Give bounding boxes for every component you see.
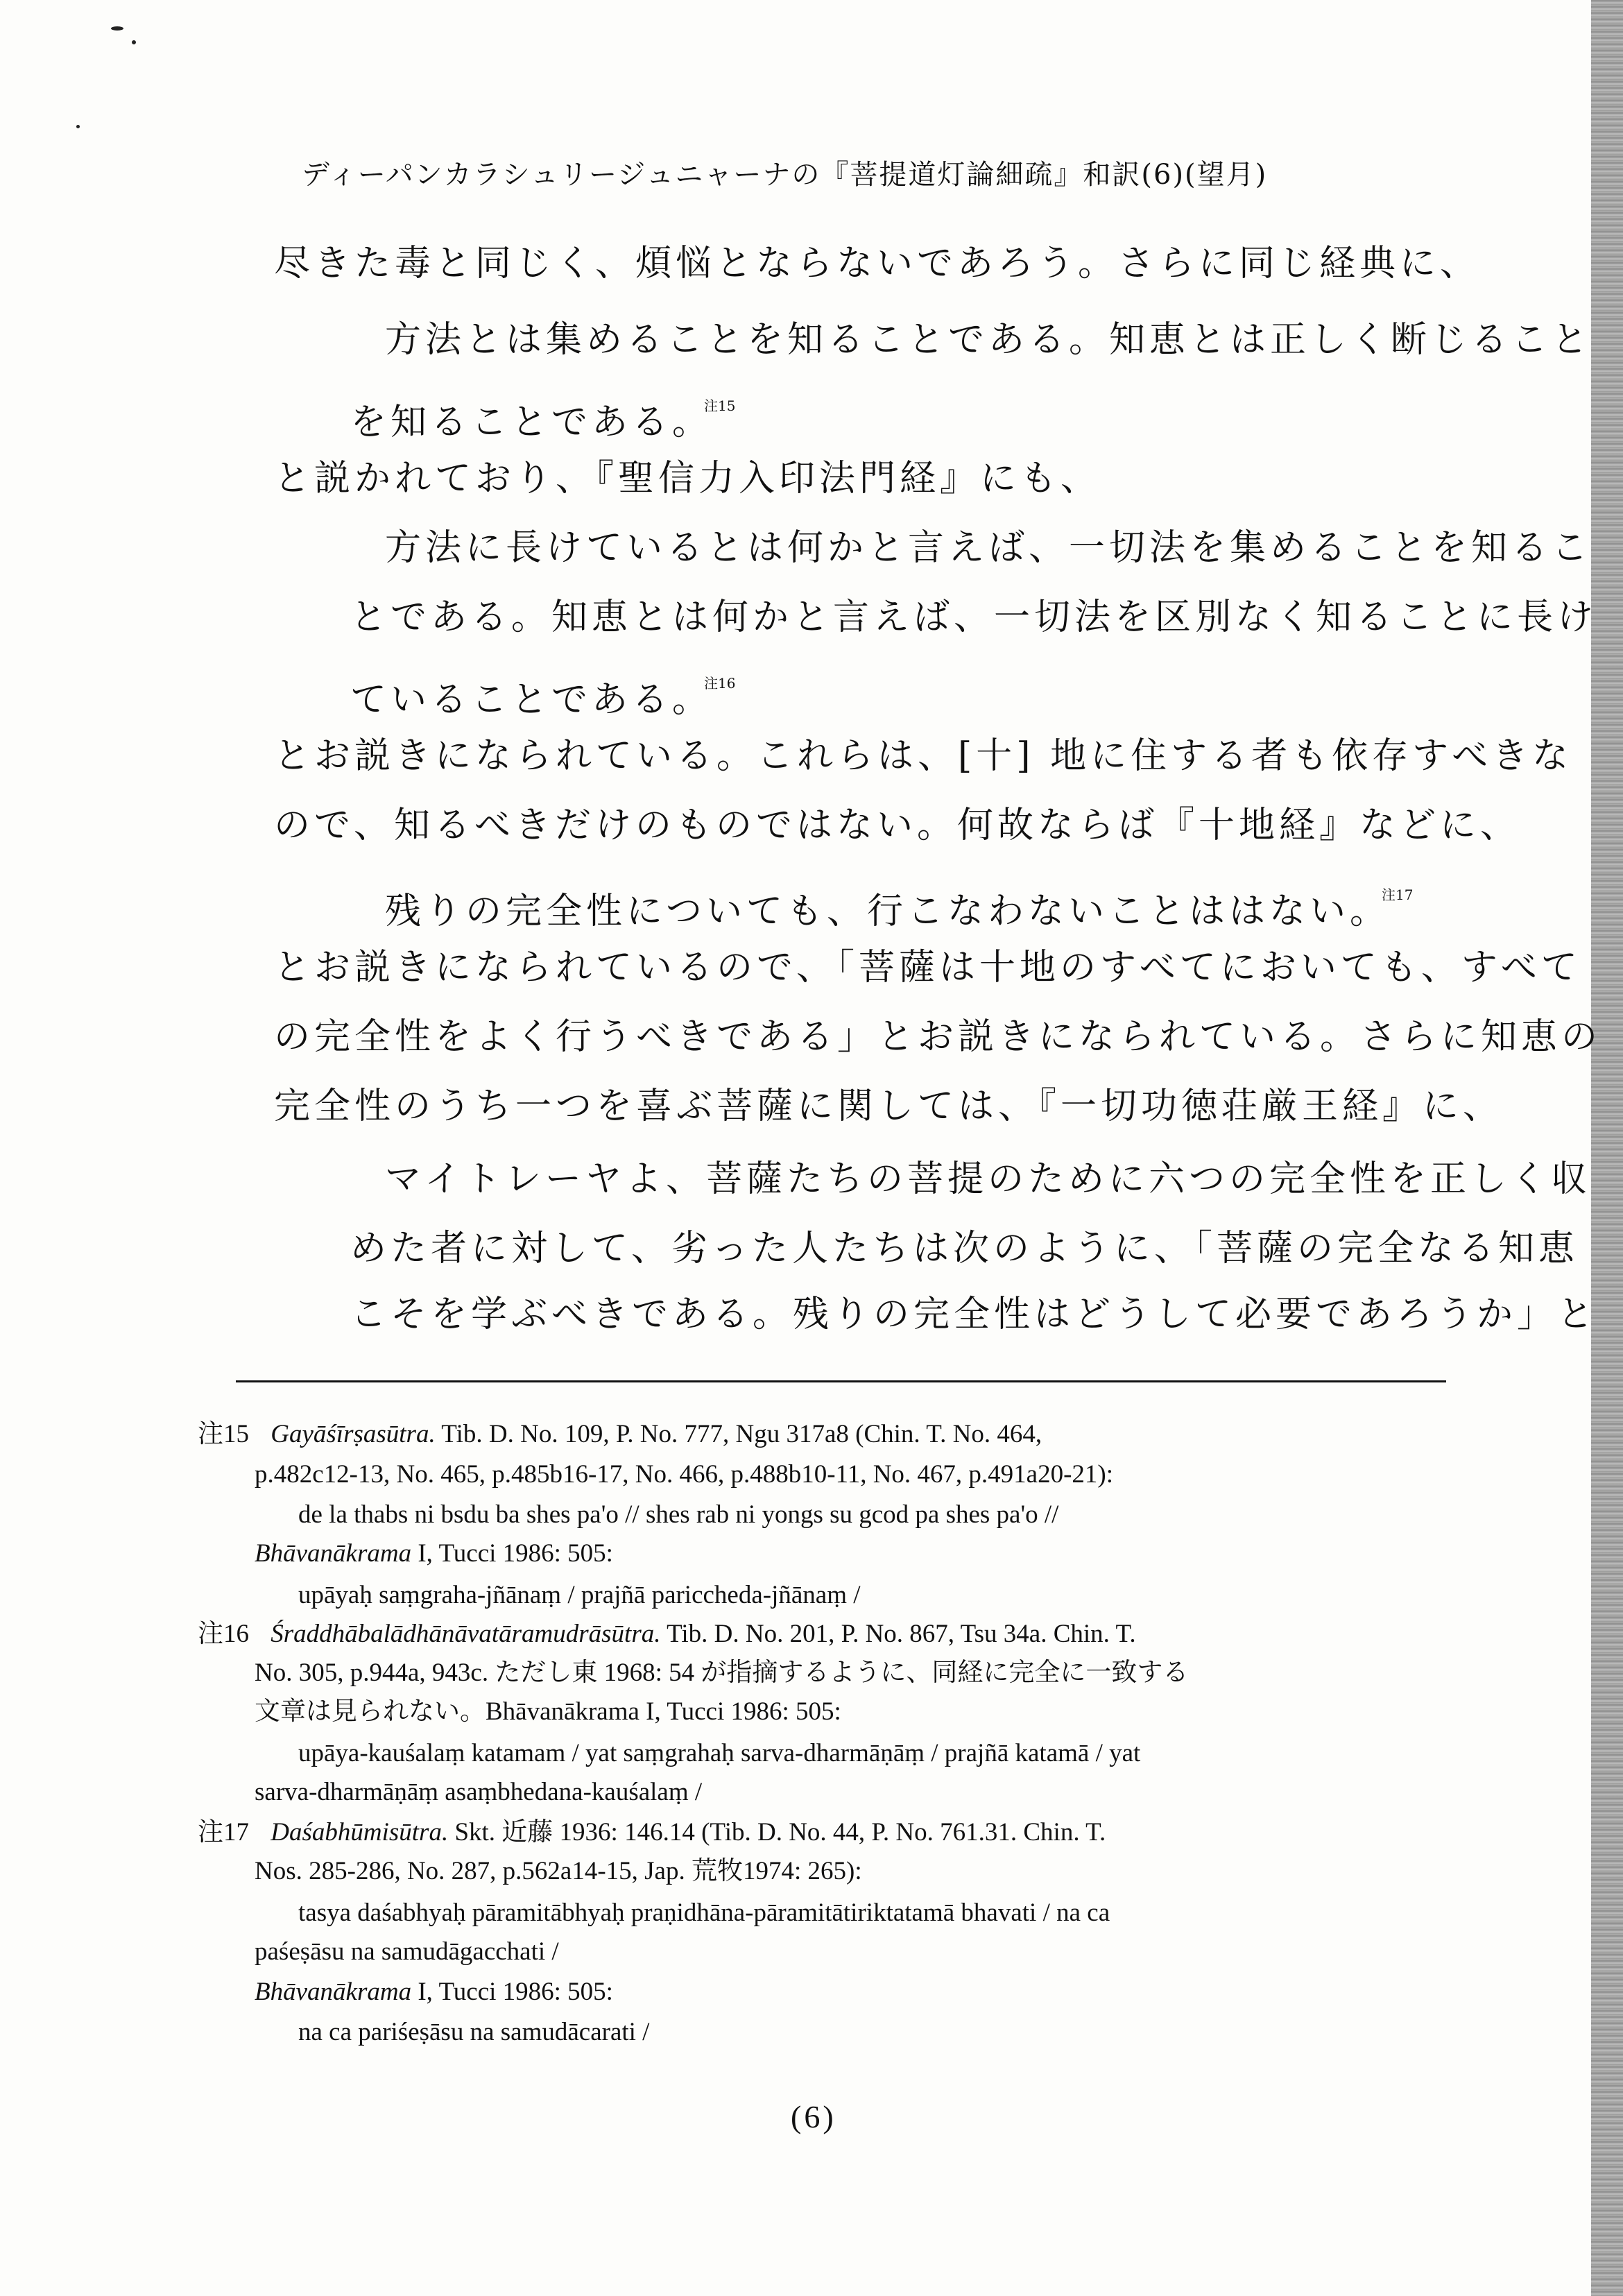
block-quote-line: 方法とは集めることを知ることである。知恵とは正しく断じること [385,319,1592,361]
footnote-title: Daśabhūmisūtra. [270,1818,449,1847]
note-mark: 注15 [704,397,736,414]
block-quote-text: ていることである。 [350,679,713,721]
page-number: (6) [791,2099,836,2134]
source-title: Bhāvanākrama [255,1978,412,2006]
running-header: ディーパンカラシュリージュニャーナの『菩提道灯論細疏』和訳(6)(望月) [302,159,1268,191]
block-quote-line: 方法に長けているとは何かと言えば、一切法を集めることを知るこ [385,527,1592,569]
block-quote-line [350,385,735,443]
body-line: とお説きになられている。これらは、[十] 地に住する者も依存すべきな [274,735,1573,777]
source-ref: I, Tucci 1986: 505: [418,1978,613,2006]
body-line: の完全性をよく行うべきである」とお説きになられている。さらに知恵の [274,1016,1602,1058]
body-line: 尽きた毒と同じく、煩悩とならないであろう。さらに同じ経典に、 [274,243,1480,284]
sanskrit-quote: paśeṣāsu na samudāgacchati / [255,1937,559,1966]
block-quote-line: めた者に対して、劣った人たちは次のように、「菩薩の完全なる知恵 [350,1228,1579,1269]
footnote-label: 注16 [198,1620,249,1648]
footnote-label: 注15 [198,1420,249,1448]
footnote-ref: Tib. D. No. 201, P. No. 867, Tsu 34a. Chin. T. [667,1620,1136,1648]
footnote-ref: 文章は見られない。Bhāvanākrama I, Tucci 1986: 505: [255,1697,841,1726]
footnote-16 [198,1615,1136,1654]
footnote-ref: Skt. 近藤 1936: 146.14 (Tib. D. No. 44, P. No. 761.31. Chin. T. [454,1818,1106,1847]
note-mark: 注17 [1381,886,1414,903]
body-line: ので、知るべきだけのものではない。何故ならば『十地経』などに、 [274,805,1520,846]
sanskrit-quote: sarva-dharmāṇāṃ asaṃbhedana-kauśalaṃ / [255,1778,703,1806]
sanskrit-quote: na ca pariśeṣāsu na samudācarati / [298,2018,650,2046]
source-ref: I, Tucci 1986: 505: [418,1539,613,1568]
scan-speck [111,26,123,31]
footnote-source [255,1534,613,1573]
scan-edge-shadow [1591,0,1623,2296]
block-quote-text: を知ることである。 [350,402,713,443]
sanskrit-quote: upāyaḥ saṃgraha-jñānaṃ / prajñā pariccheda-jñānaṃ / [298,1581,861,1609]
footnote-title: Śraddhābalādhānāvatāramudrāsūtra. [270,1620,661,1648]
block-quote-line [350,662,735,721]
source-title: Bhāvanākrama [255,1539,412,1568]
block-quote-line: マイトレーヤよ、菩薩たちの菩提のために六つの完全性を正しく収 [385,1158,1591,1200]
tibetan-quote: de la thabs ni bsdu ba shes pa'o // shes rab ni yongs su gcod pa shes pa'o // [298,1500,1059,1529]
footnote-title: Gayāśīrṣasūtra. [270,1420,436,1448]
sanskrit-quote: tasya daśabhyaḥ pāramitābhyaḥ praṇidhāna-pāramitātiriktatamā bhavati / na ca [298,1899,1110,1927]
scan-speck [132,40,136,44]
block-quote-line [385,874,1413,932]
footnote-source [255,1973,613,2012]
footnote-17 [198,1813,1106,1852]
body-line: とお説きになられているので、「菩薩は十地のすべてにおいても、すべて [274,947,1581,988]
footnote-ref: Tib. D. No. 109, P. No. 777, Ngu 317a8 (Chin. T. No. 464, [441,1420,1042,1448]
body-line: と説かれており、『聖信力入印法門経』にも、 [274,458,1101,499]
body-line: 完全性のうち一つを喜ぶ菩薩に関しては、『一切功徳荘厳王経』に、 [274,1086,1504,1127]
note-mark: 注16 [704,675,736,692]
footnote-ref: Nos. 285-286, No. 287, p.562a14-15, Jap. 荒牧1974: 265): [255,1857,862,1885]
block-quote-line: こそを学ぶべきである。残りの完全性はどうして必要であろうか」と [350,1294,1598,1335]
scan-speck [76,125,80,128]
footnote-ref: p.482c12-13, No. 465, p.485b16-17, No. 466, p.488b10-11, No. 467, p.491a20-21): [255,1460,1114,1489]
footnote-15 [198,1415,1042,1454]
block-quote-text: 残りの完全性についても、行こなわないことははない。 [385,891,1390,932]
block-quote-line: とである。知恵とは何かと言えば、一切法を区別なく知ることに長け [350,597,1598,638]
footnote-ref: No. 305, p.944a, 943c. ただし東 1968: 54 が指摘するように、同経に完全に一致する [255,1659,1189,1687]
footnote-separator [236,1380,1446,1382]
footnote-label: 注17 [198,1818,249,1847]
sanskrit-quote: upāya-kauśalaṃ katamam / yat saṃgrahaḥ sarva-dharmāṇāṃ / prajñā katamā / yat [298,1739,1141,1767]
